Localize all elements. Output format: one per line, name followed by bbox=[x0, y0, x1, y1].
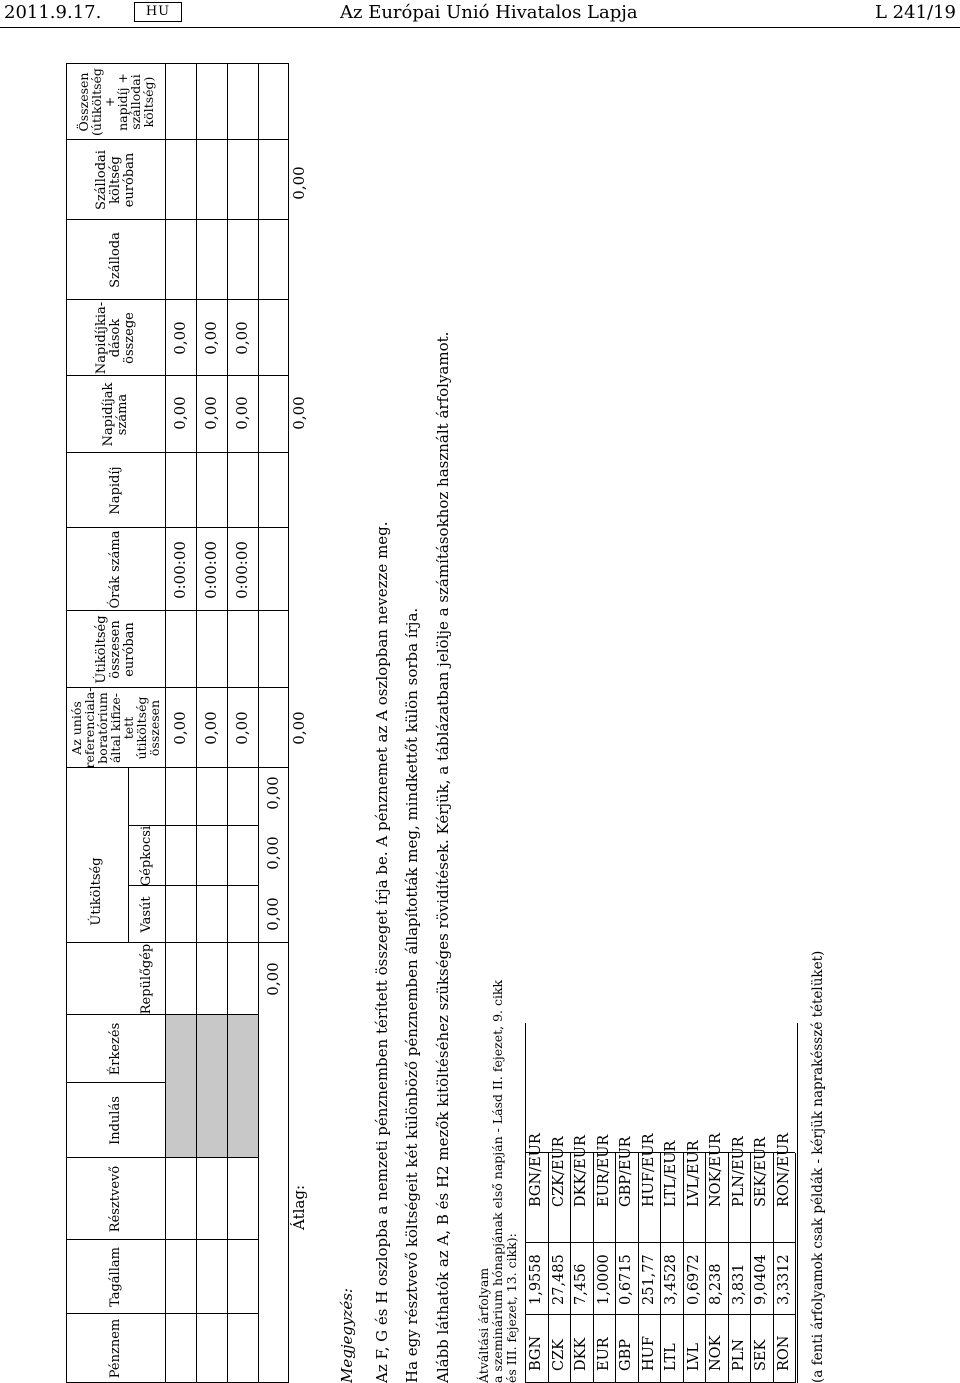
header-orak: Órák száma bbox=[107, 530, 123, 609]
page-number: L 241/19 bbox=[875, 2, 956, 23]
rate-row-line bbox=[548, 1153, 549, 1383]
rate-code: PLN bbox=[730, 1338, 747, 1371]
rate-row-line bbox=[795, 1153, 796, 1383]
rate-code: LTL bbox=[663, 1343, 679, 1371]
rate-pair: RON/EUR bbox=[775, 1132, 792, 1207]
table-bottom-border bbox=[288, 63, 289, 1383]
row2-unios-ref: 0,00 bbox=[202, 711, 220, 745]
note-line: Az F, G és H oszlopba a nemzeti pénznemben térített összeget írja be. A pénznemet az A oszlopban nevezze meg. bbox=[373, 521, 391, 1383]
rate-value: 251,77 bbox=[640, 1254, 657, 1305]
rate-row-line bbox=[638, 1153, 639, 1383]
rate-value: 9,0404 bbox=[753, 1254, 769, 1305]
rate-row-line bbox=[728, 1153, 729, 1383]
note-line: Alább láthatók az A, B és H2 mezők kitöltéséhez szükséges rövidítések. Kérjük, a táblázatban jelölje a számításokhoz használt árfolyamot. bbox=[434, 331, 452, 1383]
rate-code: BGN bbox=[528, 1335, 544, 1371]
rate-row-line bbox=[683, 1153, 684, 1383]
rate-row-line bbox=[593, 1153, 594, 1383]
header-unios-ref: Az uniós referenciala- boratórium által kifize- tett útiköltség összesen bbox=[69, 687, 162, 769]
header-penznem: Pénznem bbox=[107, 1318, 123, 1379]
language-badge: HU bbox=[134, 2, 182, 22]
shaded-cell bbox=[166, 1015, 196, 1157]
rate-pair: GBP/EUR bbox=[618, 1136, 634, 1207]
rate-value: 1,0000 bbox=[595, 1254, 612, 1305]
publication-date: 2011.9.17. bbox=[4, 2, 102, 23]
rate-value: 8,238 bbox=[708, 1263, 724, 1305]
rate-pair: PLN/EUR bbox=[730, 1136, 747, 1207]
rate-value: 3,831 bbox=[730, 1263, 747, 1305]
rate-row-line bbox=[750, 1153, 751, 1383]
header-indulas: Indulás bbox=[107, 1096, 123, 1145]
header-napidijak-szama: Napidíjak száma bbox=[100, 382, 130, 447]
row1-orak: 0:00:00 bbox=[171, 541, 189, 599]
journal-title: Az Európai Unió Hivatalos Lapja bbox=[340, 2, 638, 23]
rate-code: LVL bbox=[685, 1342, 702, 1371]
page-header bbox=[0, 0, 960, 30]
rate-pair: LVL/EUR bbox=[685, 1140, 702, 1207]
rate-pair: EUR/EUR bbox=[595, 1134, 612, 1207]
rate-row-line bbox=[570, 1153, 571, 1383]
header-repulogep: Repülőgép bbox=[138, 943, 154, 1015]
rate-value: 3,3312 bbox=[775, 1254, 792, 1305]
shaded-cell bbox=[228, 1015, 258, 1157]
row1-unios-ref: 0,00 bbox=[171, 711, 189, 745]
rate-row-line bbox=[773, 1153, 774, 1383]
rate-row-line bbox=[705, 1153, 706, 1383]
rate-row-line bbox=[660, 1153, 661, 1383]
rate-value: 0,6715 bbox=[618, 1254, 634, 1305]
rate-pair: HUF/EUR bbox=[640, 1133, 657, 1207]
header-utikoltseg-euro: Útiköltség összesen euróban bbox=[93, 615, 137, 684]
header-napidij: Napidíj bbox=[107, 466, 123, 515]
rate-value: 7,456 bbox=[573, 1263, 589, 1305]
row1-napidij-osszege: 0,00 bbox=[171, 321, 189, 355]
header-napidij-osszege: Napidíjkia- dások összege bbox=[93, 301, 137, 375]
shaded-cell bbox=[197, 1015, 227, 1157]
footer-rule bbox=[797, 1023, 798, 1383]
rate-code: NOK bbox=[708, 1335, 724, 1371]
header-szallodai-koltseg: Szállodai költség euróban bbox=[93, 150, 137, 210]
header-tagallam: Tagállam bbox=[107, 1247, 123, 1307]
rate-value: 27,485 bbox=[550, 1254, 567, 1305]
row3-napidij-osszege: 0,00 bbox=[233, 321, 251, 355]
average-unios-ref: 0,00 bbox=[290, 711, 308, 745]
total-repulogep: 0,00 bbox=[264, 962, 282, 996]
average-label: Átlag: bbox=[290, 1185, 308, 1230]
table-row-line bbox=[227, 63, 228, 1383]
rate-pair: BGN/EUR bbox=[528, 1133, 544, 1207]
total-vasut: 0,00 bbox=[264, 897, 282, 931]
header-gepkocsi: Gépkocsi bbox=[138, 825, 154, 887]
table-row-line bbox=[258, 63, 259, 1383]
rate-code: GBP bbox=[618, 1339, 634, 1371]
rate-pair: NOK/EUR bbox=[708, 1132, 724, 1207]
rate-value: 3,4528 bbox=[663, 1254, 679, 1305]
landscape-content bbox=[0, 63, 960, 1383]
table-row-line bbox=[196, 63, 197, 1383]
row2-orak: 0:00:00 bbox=[202, 541, 220, 599]
rate-row-line bbox=[615, 1153, 616, 1383]
row3-unios-ref: 0,00 bbox=[233, 711, 251, 745]
header-vasut: Vasút bbox=[138, 896, 154, 933]
average-napidij-osszege: 0,00 bbox=[290, 396, 308, 430]
row3-napidijak-szama: 0,00 bbox=[233, 396, 251, 430]
rate-code: EUR bbox=[595, 1337, 612, 1371]
header-utikoltseg: Útiköltség bbox=[89, 857, 104, 926]
total-gepkocsi: 0,00 bbox=[264, 836, 282, 870]
header-szalloda: Szálloda bbox=[107, 232, 123, 288]
rate-pair: CZK/EUR bbox=[550, 1136, 567, 1207]
average-osszesen: 0,00 bbox=[290, 166, 308, 200]
rate-pair: DKK/EUR bbox=[573, 1135, 589, 1207]
rates-title: Átváltási árfolyam a szeminárium hónapjának első napján - Lásd II. fejezet, 9. cikk és III. fejezet, 13. cikk): bbox=[476, 979, 519, 1383]
rate-code: CZK bbox=[550, 1338, 567, 1371]
header-resztvevo: Résztvevő bbox=[107, 1165, 123, 1233]
note-line: Ha egy résztvevő költségeit két különböző pénznemben állapították meg, mindkettőt külön sorba írja. bbox=[403, 607, 421, 1383]
row2-napidij-osszege: 0,00 bbox=[202, 321, 220, 355]
rates-top-border bbox=[525, 1023, 526, 1383]
rate-value: 1,9558 bbox=[528, 1254, 544, 1305]
rate-code: RON bbox=[775, 1335, 792, 1371]
rate-code: DKK bbox=[573, 1337, 589, 1371]
row1-napidijak-szama: 0,00 bbox=[171, 396, 189, 430]
table-row-line bbox=[165, 63, 166, 1383]
header-erkezes: Érkezés bbox=[107, 1022, 123, 1076]
header-osszesen: Összesen (útiköltség + napidíj + szállodai költség) bbox=[75, 68, 156, 136]
rate-value: 0,6972 bbox=[685, 1254, 702, 1305]
total-unios-ref: 0,00 bbox=[264, 776, 282, 810]
header-rule bbox=[0, 27, 960, 28]
rate-code: SEK bbox=[753, 1339, 769, 1371]
rate-code: HUF bbox=[640, 1336, 657, 1371]
notes-title: Megjegyzés: bbox=[338, 1288, 356, 1383]
rate-pair: SEK/EUR bbox=[753, 1137, 769, 1207]
rates-footer-note: (a fenti árfolyamok csak példák - kérjük naprakésszé tételüket) bbox=[810, 950, 826, 1383]
row2-napidijak-szama: 0,00 bbox=[202, 396, 220, 430]
rate-pair: LTL/EUR bbox=[663, 1140, 679, 1207]
row3-orak: 0:00:00 bbox=[233, 541, 251, 599]
